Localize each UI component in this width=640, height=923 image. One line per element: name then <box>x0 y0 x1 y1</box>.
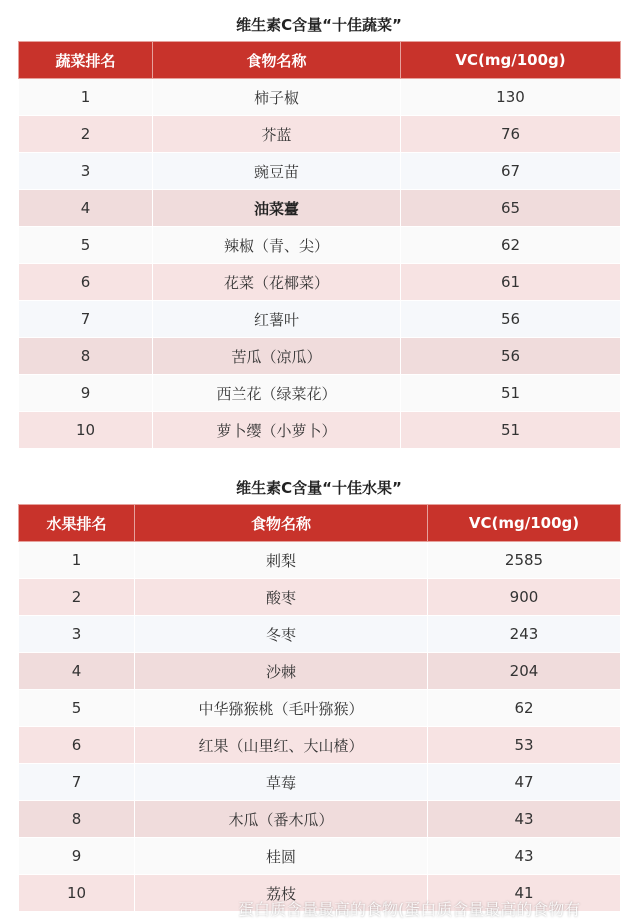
food-name-cell: 沙棘 <box>135 653 428 690</box>
rank-cell: 6 <box>19 264 153 301</box>
vc-value-cell: 76 <box>401 116 621 153</box>
vc-value-cell: 53 <box>428 727 621 764</box>
rank-cell: 8 <box>19 801 135 838</box>
table-row <box>19 301 621 338</box>
vc-value-cell: 43 <box>428 801 621 838</box>
rank-cell: 2 <box>19 579 135 616</box>
column-header-food-name: 食物名称 <box>135 505 428 542</box>
food-name-cell: 萝卜缨（小萝卜） <box>153 412 401 449</box>
table-row <box>19 338 621 375</box>
vc-value-cell: 56 <box>401 338 621 375</box>
vc-value-cell: 62 <box>428 690 621 727</box>
table-header-row <box>19 42 621 79</box>
food-name-cell: 木瓜（番木瓜） <box>135 801 428 838</box>
table-row <box>19 838 621 875</box>
vc-value-cell: 2585 <box>428 542 621 579</box>
rank-cell: 5 <box>19 690 135 727</box>
rank-cell: 3 <box>19 616 135 653</box>
fruit-vc-table <box>18 504 621 912</box>
table-row <box>19 264 621 301</box>
watermark-text: 蛋白质含量最高的食物(蛋白质含量最高的食物有 <box>238 900 581 919</box>
vegetable-table-title: 维生素C含量“十佳蔬菜” <box>236 16 402 34</box>
column-header-vc: VC(mg/100g) <box>428 505 621 542</box>
table-row <box>19 579 621 616</box>
rank-cell: 9 <box>19 375 153 412</box>
food-name-cell: 红果（山里红、大山楂） <box>135 727 428 764</box>
rank-cell: 1 <box>19 542 135 579</box>
rank-cell: 2 <box>19 116 153 153</box>
rank-cell: 6 <box>19 727 135 764</box>
food-name-cell: 冬枣 <box>135 616 428 653</box>
food-name-cell: 花菜（花椰菜） <box>153 264 401 301</box>
table-row <box>19 116 621 153</box>
food-name-cell: 西兰花（绿菜花） <box>153 375 401 412</box>
vc-value-cell: 130 <box>401 79 621 116</box>
rank-cell: 3 <box>19 153 153 190</box>
vc-value-cell: 900 <box>428 579 621 616</box>
vegetable-vc-table <box>18 41 621 449</box>
table-row <box>19 616 621 653</box>
rank-cell: 9 <box>19 838 135 875</box>
food-name-cell: 豌豆苗 <box>153 153 401 190</box>
table-row <box>19 412 621 449</box>
table-row <box>19 375 621 412</box>
vc-value-cell: 243 <box>428 616 621 653</box>
food-name-cell: 芥蓝 <box>153 116 401 153</box>
rank-cell: 5 <box>19 227 153 264</box>
vc-value-cell: 62 <box>401 227 621 264</box>
table-row <box>19 79 621 116</box>
table-header-row <box>19 505 621 542</box>
rank-cell: 8 <box>19 338 153 375</box>
rank-cell: 7 <box>19 764 135 801</box>
fruit-table-title: 维生素C含量“十佳水果” <box>236 479 402 497</box>
food-name-cell: 辣椒（青、尖） <box>153 227 401 264</box>
vc-value-cell: 61 <box>401 264 621 301</box>
food-name-cell: 刺梨 <box>135 542 428 579</box>
food-name-cell: 桂圆 <box>135 838 428 875</box>
vc-value-cell: 67 <box>401 153 621 190</box>
vc-value-cell: 47 <box>428 764 621 801</box>
food-name-cell: 荔枝 <box>135 875 428 912</box>
table-row <box>19 727 621 764</box>
vc-value-cell: 65 <box>401 190 621 227</box>
food-name-cell: 苦瓜（凉瓜） <box>153 338 401 375</box>
table-row <box>19 153 621 190</box>
table-row <box>19 764 621 801</box>
column-header-food-name: 食物名称 <box>153 42 401 79</box>
rank-cell: 4 <box>19 653 135 690</box>
food-name-cell: 柿子椒 <box>153 79 401 116</box>
table-row <box>19 801 621 838</box>
column-header-vc: VC(mg/100g) <box>401 42 621 79</box>
vc-value-cell: 51 <box>401 375 621 412</box>
food-name-cell: 红薯叶 <box>153 301 401 338</box>
table-row <box>19 690 621 727</box>
column-header-rank: 水果排名 <box>19 505 135 542</box>
rank-cell: 10 <box>19 412 153 449</box>
vc-value-cell: 56 <box>401 301 621 338</box>
vc-value-cell: 204 <box>428 653 621 690</box>
table-row <box>19 227 621 264</box>
rank-cell: 10 <box>19 875 135 912</box>
vc-value-cell: 43 <box>428 838 621 875</box>
rank-cell: 4 <box>19 190 153 227</box>
rank-cell: 7 <box>19 301 153 338</box>
column-header-rank: 蔬菜排名 <box>19 42 153 79</box>
table-row <box>19 653 621 690</box>
food-name-cell: 草莓 <box>135 764 428 801</box>
vc-value-cell: 51 <box>401 412 621 449</box>
food-name-cell: 酸枣 <box>135 579 428 616</box>
food-name-cell: 中华猕猴桃（毛叶猕猴） <box>135 690 428 727</box>
table-row <box>19 542 621 579</box>
food-name-cell: 油菜薹 <box>153 190 401 227</box>
rank-cell: 1 <box>19 79 153 116</box>
vc-value-cell: 41 <box>428 875 621 912</box>
table-row <box>19 190 621 227</box>
